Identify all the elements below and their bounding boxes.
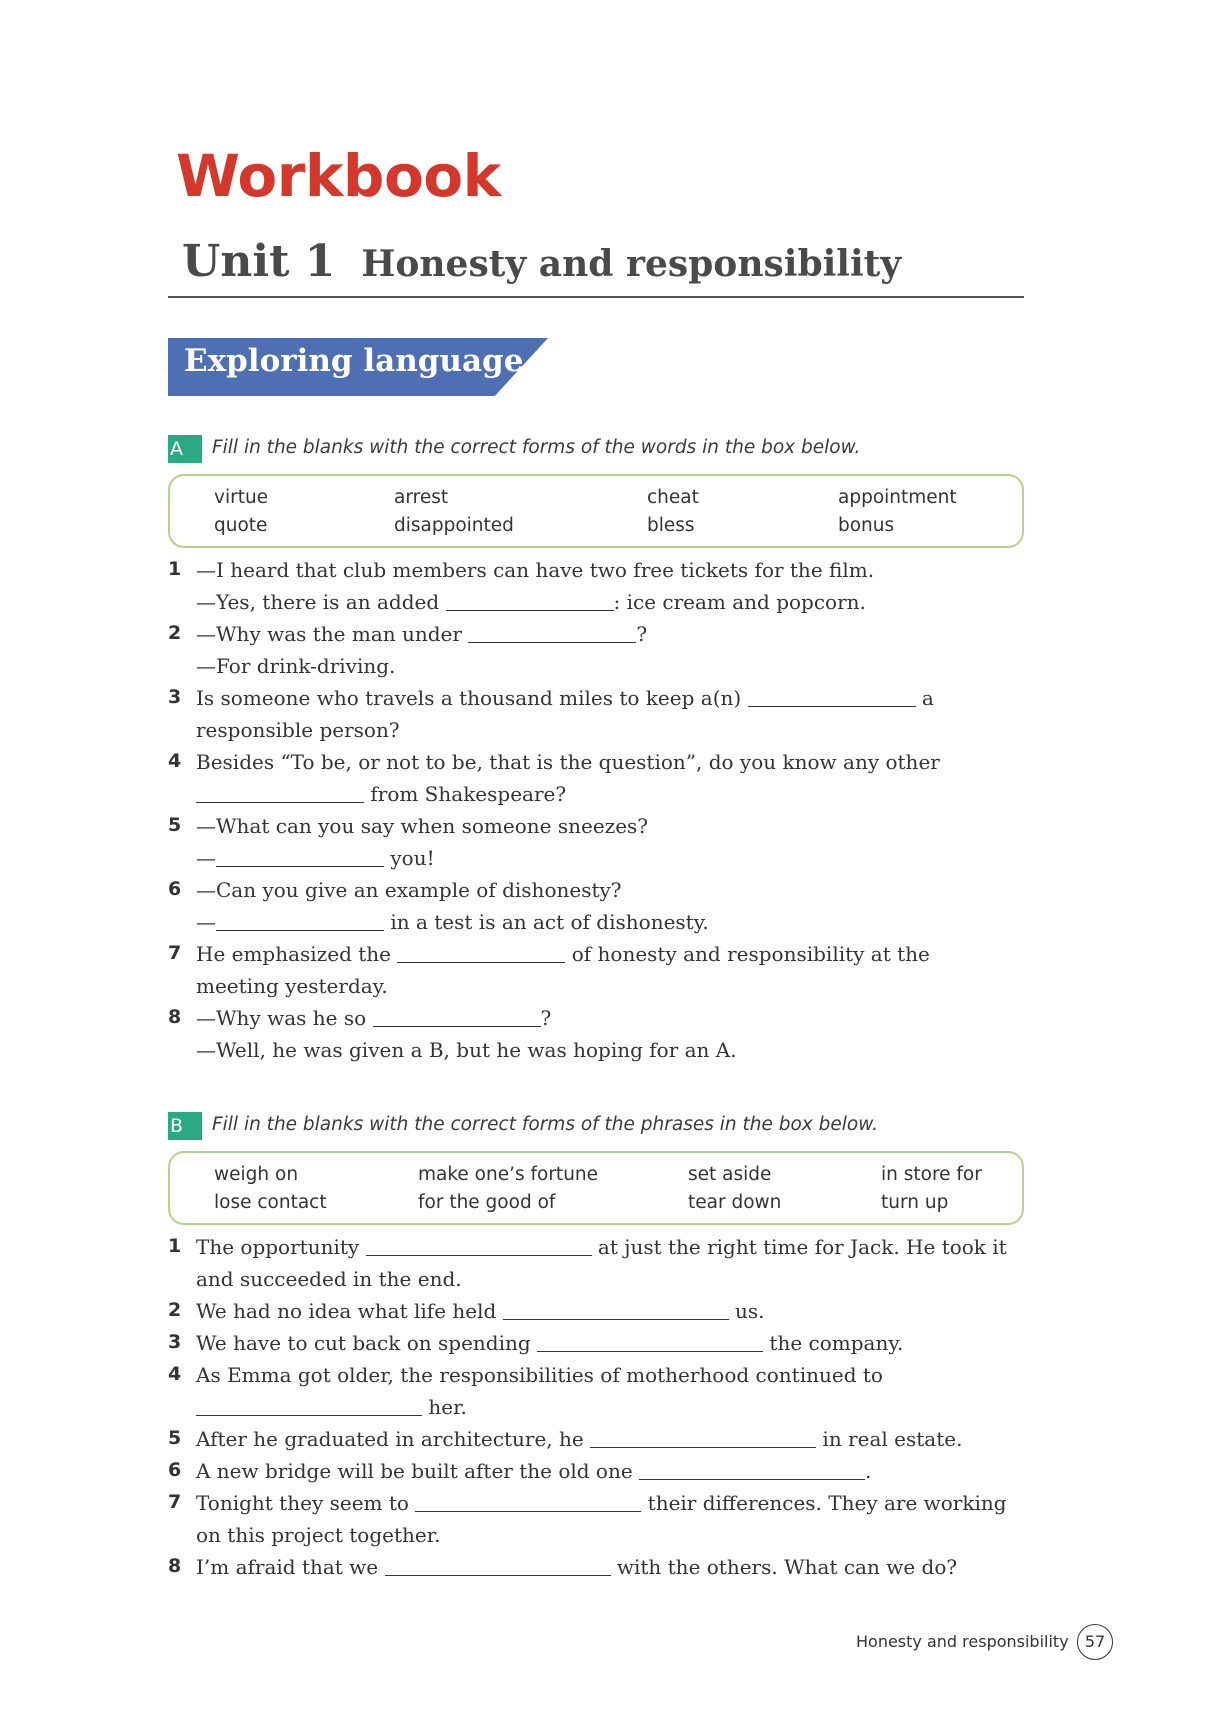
question-text: A new bridge will be built after the old one — [196, 1459, 640, 1483]
question-text: —Well, he was given a B, but he was hoping for an A. — [196, 1038, 737, 1062]
answer-blank[interactable] — [446, 590, 614, 611]
word-box-entry: cheat — [647, 487, 699, 508]
question-number: 2 — [168, 622, 182, 644]
answer-blank[interactable] — [415, 1491, 641, 1512]
question-text: the company. — [763, 1331, 904, 1355]
question-text: in real estate. — [816, 1427, 963, 1451]
question-line — [196, 622, 647, 646]
section-title: Exploring language — [184, 343, 524, 379]
answer-blank[interactable] — [216, 910, 384, 931]
unit-heading — [182, 236, 901, 287]
question-text: We had no idea what life held — [196, 1299, 503, 1323]
question-number: 1 — [168, 558, 182, 580]
question-text: —What can you say when someone sneezes? — [196, 814, 649, 838]
question-text: We have to cut back on spending — [196, 1331, 538, 1355]
question-line — [196, 1427, 962, 1451]
answer-blank[interactable] — [373, 1006, 541, 1027]
word-box-entry: appointment — [838, 487, 957, 508]
exercise-b-word-box — [168, 1151, 1024, 1225]
exercise-a-word-box — [168, 474, 1024, 548]
question-number: 4 — [168, 1363, 182, 1385]
question-text: —Yes, there is an added — [196, 590, 446, 614]
question-text: from Shakespeare? — [364, 782, 567, 806]
question-line — [196, 1235, 1007, 1259]
exercise-b-instruction: Fill in the blanks with the correct forms of the phrases in the box below. — [212, 1114, 879, 1135]
question-text: : ice cream and popcorn. — [613, 590, 866, 614]
question-text: . — [865, 1459, 872, 1483]
question-line — [196, 750, 940, 774]
question-text: —Why was he so — [196, 1006, 373, 1030]
question-text: with the others. What can we do? — [610, 1555, 958, 1579]
exercise-a-instruction: Fill in the blanks with the correct forms of the words in the box below. — [212, 437, 861, 458]
question-number: 4 — [168, 750, 182, 772]
question-text: you! — [384, 846, 435, 870]
question-text: her. — [422, 1395, 467, 1419]
question-number: 7 — [168, 942, 182, 964]
question-text: in a test is an act of dishonesty. — [384, 910, 709, 934]
question-text: — — [196, 910, 216, 934]
question-text: us. — [728, 1299, 765, 1323]
answer-blank[interactable] — [216, 846, 384, 867]
question-number: 3 — [168, 686, 182, 708]
question-number: 3 — [168, 1331, 182, 1353]
question-number: 6 — [168, 1459, 182, 1481]
word-box-entry: disappointed — [394, 515, 514, 536]
question-number: 8 — [168, 1555, 182, 1577]
exercise-a-badge: A — [168, 435, 202, 463]
page-number: 57 — [1077, 1624, 1113, 1660]
question-line — [196, 942, 930, 966]
question-line — [196, 1267, 462, 1291]
word-box-entry: arrest — [394, 487, 449, 508]
word-box-entry: bless — [647, 515, 695, 536]
question-line — [196, 590, 866, 614]
answer-blank[interactable] — [397, 942, 565, 963]
question-number: 8 — [168, 1006, 182, 1028]
question-text: Besides “To be, or not to be, that is the question”, do you know any other — [196, 750, 940, 774]
answer-blank[interactable] — [468, 622, 636, 643]
unit-divider — [168, 296, 1024, 298]
question-line — [196, 1038, 737, 1062]
question-text: —Why was the man under — [196, 622, 469, 646]
word-box-entry: bonus — [838, 515, 895, 536]
question-text: a — [915, 686, 934, 710]
question-text: The opportunity — [196, 1235, 366, 1259]
question-line — [196, 1363, 883, 1387]
question-line — [196, 1395, 467, 1419]
question-text: and succeeded in the end. — [196, 1267, 462, 1291]
question-line — [196, 814, 648, 838]
answer-blank[interactable] — [503, 1299, 729, 1320]
word-box-entry: for the good of — [418, 1192, 556, 1213]
question-text: — — [196, 846, 216, 870]
word-box-entry: lose contact — [214, 1192, 327, 1213]
word-box-entry: in store for — [881, 1164, 982, 1185]
question-number: 6 — [168, 878, 182, 900]
unit-title: Honesty and responsibility — [361, 243, 902, 285]
answer-blank[interactable] — [196, 1395, 422, 1416]
question-text: —I heard that club members can have two free tickets for the film. — [196, 558, 875, 582]
question-text: meeting yesterday. — [196, 974, 388, 998]
word-box-entry: tear down — [688, 1192, 782, 1213]
word-box-entry: quote — [214, 515, 268, 536]
question-line — [196, 654, 395, 678]
word-box-entry: virtue — [214, 487, 269, 508]
question-line — [196, 974, 388, 998]
question-text: at just the right time for Jack. He took it — [591, 1235, 1007, 1259]
question-text: ? — [540, 1006, 552, 1030]
question-number: 1 — [168, 1235, 182, 1257]
exercise-b-badge: B — [168, 1112, 202, 1140]
answer-blank[interactable] — [639, 1459, 865, 1480]
question-line — [196, 718, 400, 742]
question-number: 7 — [168, 1491, 182, 1513]
question-number: 2 — [168, 1299, 182, 1321]
answer-blank[interactable] — [385, 1555, 611, 1576]
unit-label: Unit 1 — [182, 236, 336, 287]
question-text: on this project together. — [196, 1523, 441, 1547]
question-line — [196, 1459, 871, 1483]
question-text: —Can you give an example of dishonesty? — [196, 878, 622, 902]
question-text: After he graduated in architecture, he — [196, 1427, 591, 1451]
question-line — [196, 1555, 957, 1579]
question-line — [196, 1006, 551, 1030]
question-text: He emphasized the — [196, 942, 398, 966]
question-line — [196, 782, 566, 806]
question-text: responsible person? — [196, 718, 400, 742]
question-text: ? — [636, 622, 648, 646]
question-line — [196, 846, 435, 870]
footer-text: Honesty and responsibility — [856, 1632, 1069, 1651]
question-line — [196, 878, 622, 902]
question-line — [196, 1331, 903, 1355]
answer-blank[interactable] — [748, 686, 916, 707]
word-box-entry: weigh on — [214, 1164, 299, 1185]
answer-blank[interactable] — [196, 782, 364, 803]
question-text: Tonight they seem to — [196, 1491, 416, 1515]
question-number: 5 — [168, 814, 182, 836]
question-text: their differences. They are working — [641, 1491, 1007, 1515]
question-text: Is someone who travels a thousand miles to keep a(n) — [196, 686, 748, 710]
question-line — [196, 558, 874, 582]
question-line — [196, 686, 934, 710]
question-text: As Emma got older, the responsibilities of motherhood continued to — [196, 1363, 883, 1387]
question-line — [196, 1299, 765, 1323]
answer-blank[interactable] — [590, 1427, 816, 1448]
question-line — [196, 910, 709, 934]
answer-blank[interactable] — [366, 1235, 592, 1256]
question-text: —For drink-driving. — [196, 654, 396, 678]
workbook-title: Workbook — [176, 142, 501, 210]
word-box-entry: set aside — [688, 1164, 772, 1185]
question-text: I’m afraid that we — [196, 1555, 385, 1579]
question-number: 5 — [168, 1427, 182, 1449]
question-line — [196, 1523, 440, 1547]
question-line — [196, 1491, 1007, 1515]
word-box-entry: make one’s fortune — [418, 1164, 599, 1185]
answer-blank[interactable] — [537, 1331, 763, 1352]
question-text: of honesty and responsibility at the — [565, 942, 930, 966]
word-box-entry: turn up — [881, 1192, 949, 1213]
